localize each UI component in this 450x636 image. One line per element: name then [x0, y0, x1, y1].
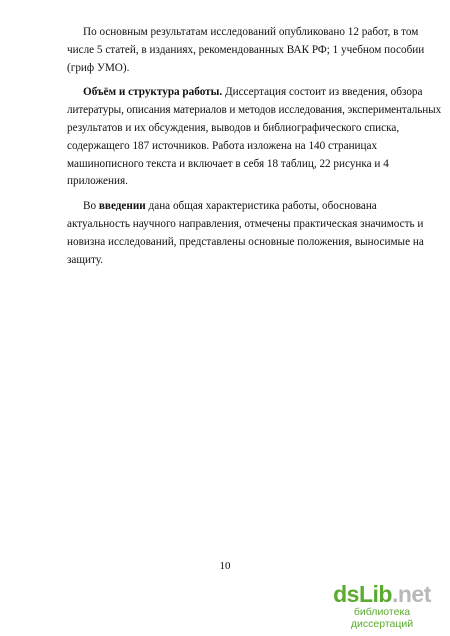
text-line: приложения.	[67, 175, 128, 188]
text-fragment: Во	[83, 200, 97, 213]
text-line: защиту.	[67, 253, 103, 266]
text-line: По основным результатам исследований опубликовано 12 работ, в том	[83, 26, 419, 38]
paragraph-introduction	[67, 198, 429, 269]
page-number: 10	[219, 560, 231, 572]
watermark-subtitle: библиотека диссертаций	[350, 606, 414, 630]
text-line: результатов и их обсуждения, выводов и библиографического списка,	[67, 121, 400, 134]
logo-text-gray: .net	[391, 581, 431, 607]
text-line: машинописного текста и включает в себя 18 таблиц, 22 рисунка и 4	[67, 157, 389, 170]
dslib-logo	[326, 582, 438, 606]
text-line	[67, 84, 429, 102]
text-line: новизна исследований, представлены основные положения, выносимые на	[67, 235, 424, 248]
text-line: (гриф УМО).	[67, 61, 130, 74]
dslib-watermark	[326, 582, 438, 630]
text-line: актуальность научного направления, отмечены практическая значимость и	[67, 217, 424, 230]
bold-heading: введении	[98, 200, 146, 213]
text-fragment: Диссертация состоит из введения, обзора	[222, 86, 423, 99]
paragraph-publications	[67, 24, 429, 77]
document-body	[67, 24, 442, 276]
text-line: содержащего 187 источников. Работа изложена на 140 страницах	[67, 139, 378, 152]
text-line	[67, 198, 429, 216]
logo-text-green: dsLib	[333, 581, 392, 607]
text-fragment: дана общая характеристика работы, обоснована	[148, 200, 377, 213]
paragraph-structure	[67, 84, 442, 191]
text-line: литературы, описания материалов и методов исследования, экспериментальных	[67, 104, 442, 117]
text-line: числе 5 статей, в изданиях, рекомендованных ВАК РФ; 1 учебном пособии	[67, 43, 425, 56]
bold-heading: Объём и структура работы.	[83, 86, 223, 99]
